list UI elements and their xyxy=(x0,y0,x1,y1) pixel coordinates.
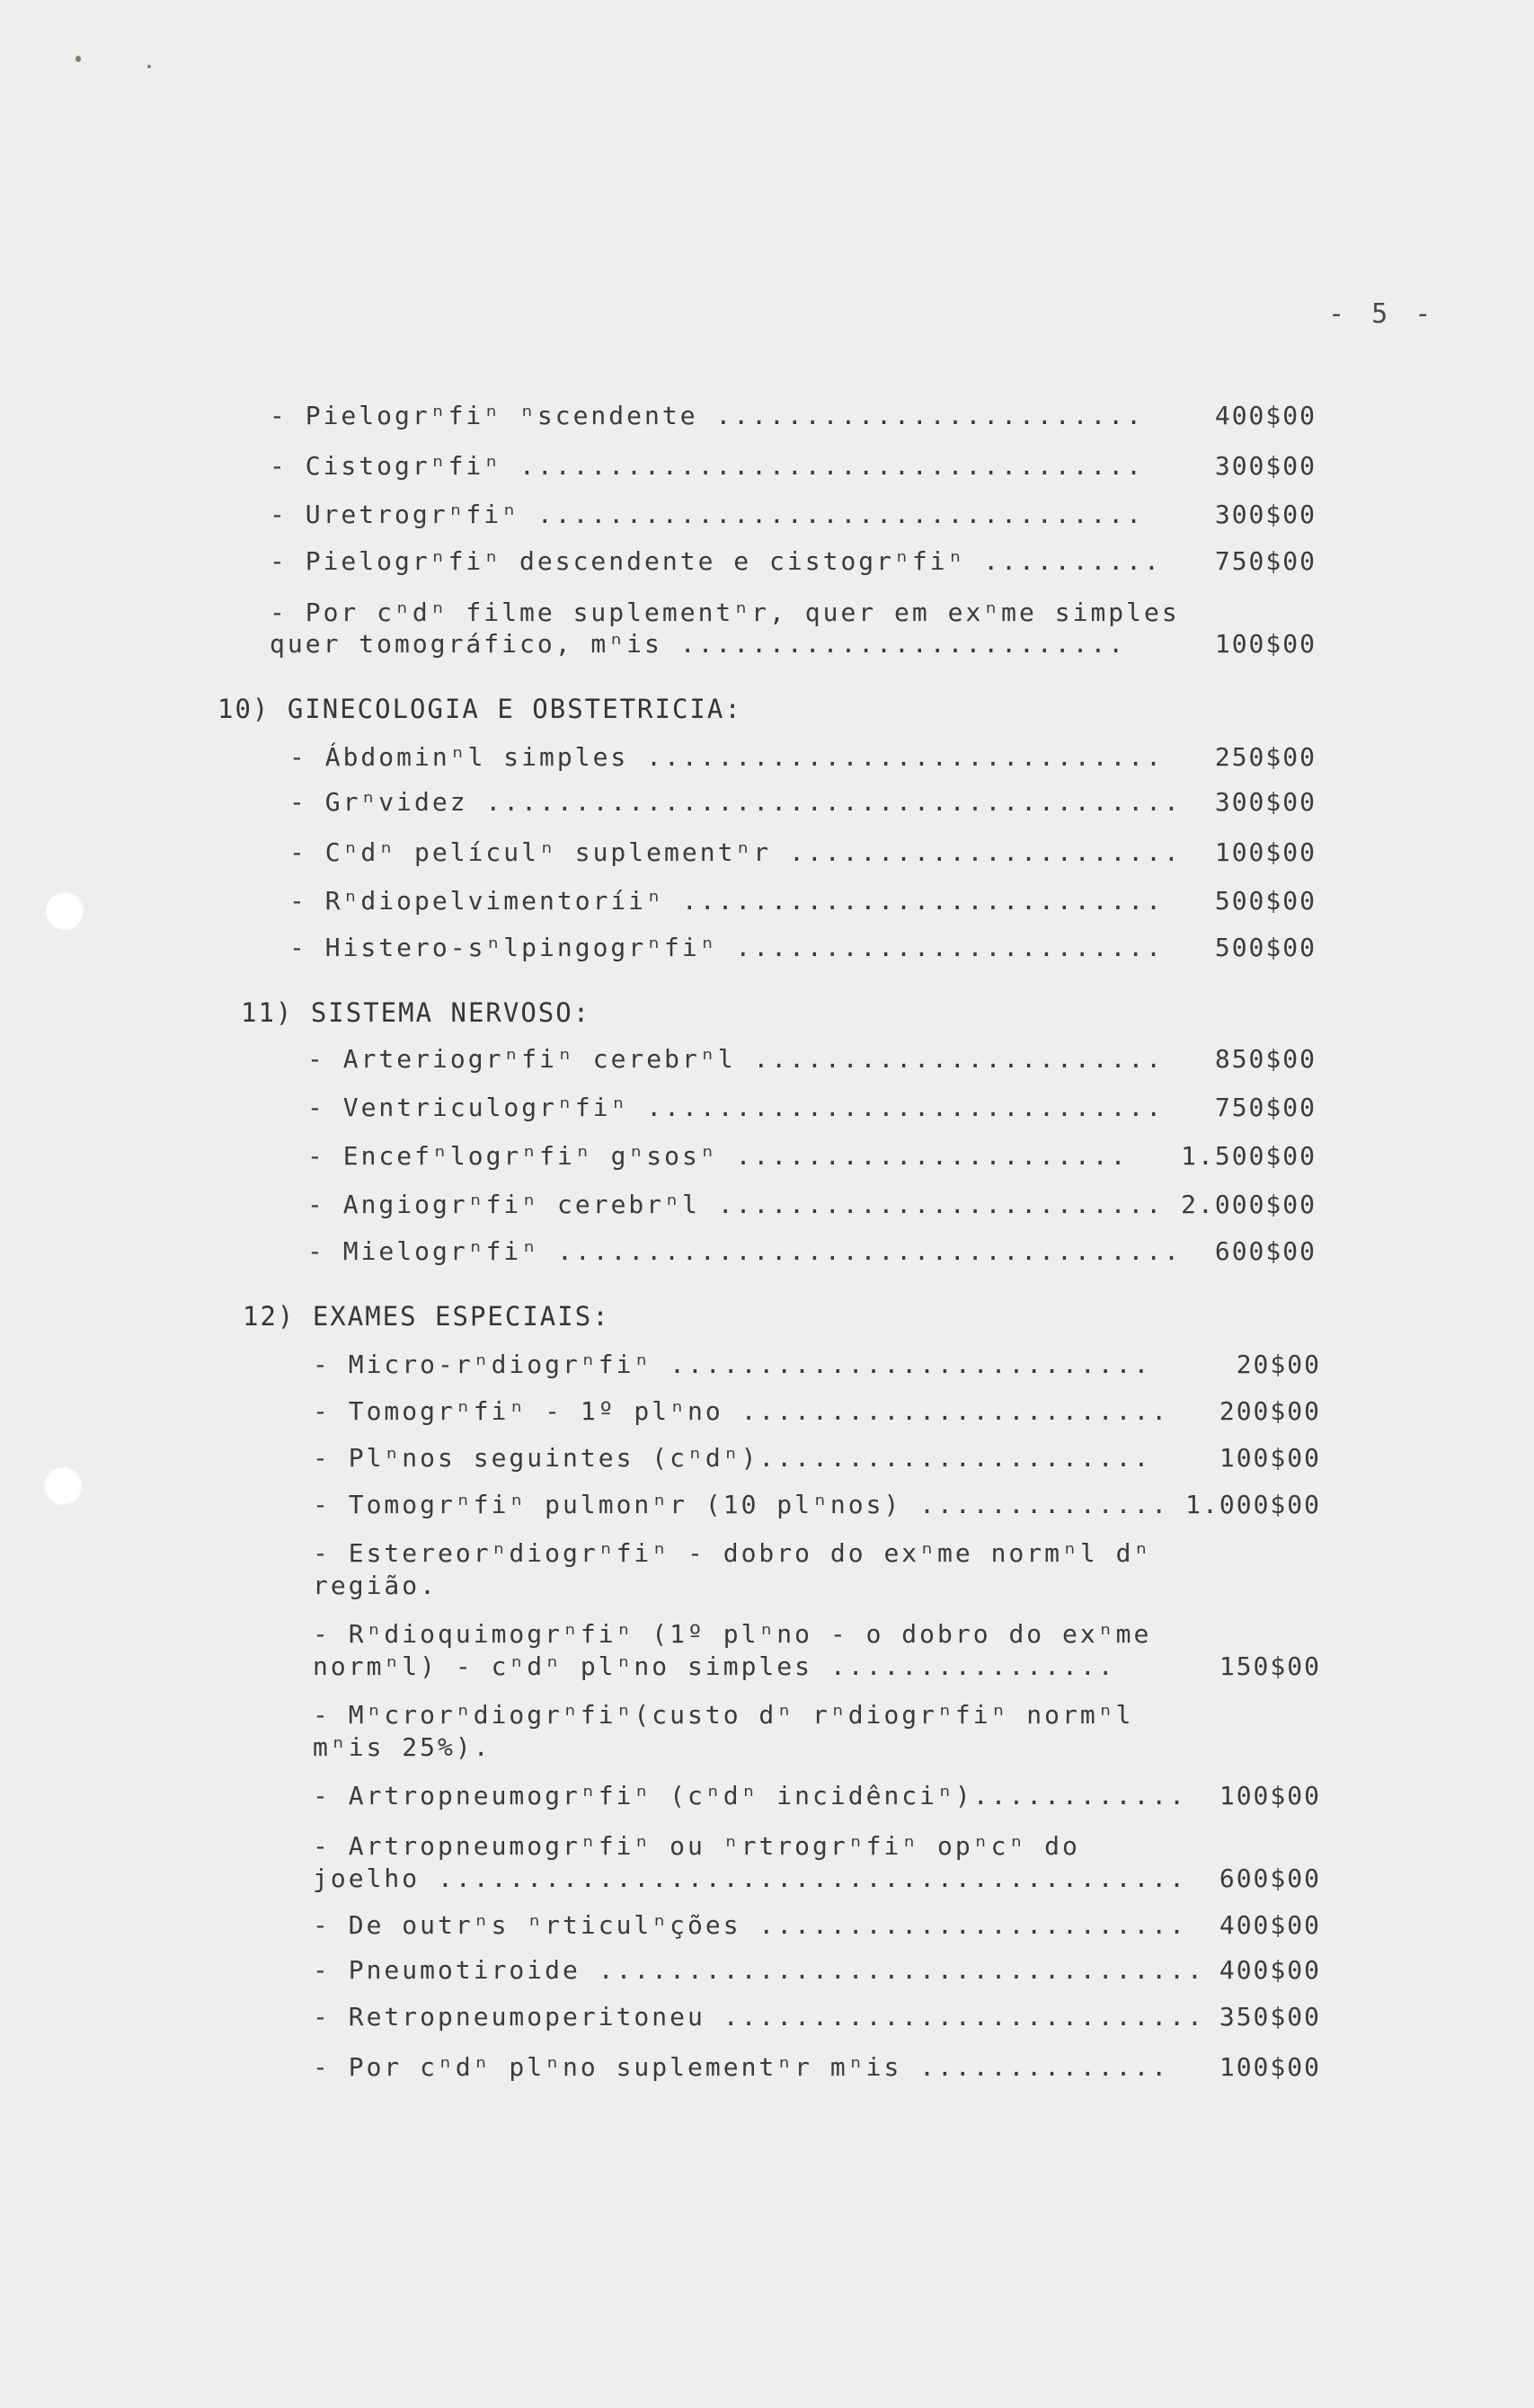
item-price: 300$00 xyxy=(1214,500,1317,529)
list-item: - Plⁿnos seguintes (cⁿdⁿ)...................... xyxy=(313,1443,1152,1473)
item-price: 400$00 xyxy=(1214,401,1317,430)
item-price: 300$00 xyxy=(1214,787,1317,817)
section-title-ginecologia: 10) GINECOLOGIA E OBSTETRICIA: xyxy=(217,694,742,724)
item-price: 500$00 xyxy=(1214,886,1317,916)
list-item: - Grⁿvidez ....................................... xyxy=(289,787,1182,817)
item-price: 100$00 xyxy=(1219,2052,1321,2082)
list-item: - Por cⁿdⁿ filme suplementⁿr, quer em exⁿme simples xyxy=(270,598,1180,627)
item-price: 100$00 xyxy=(1219,1443,1321,1473)
punch-hole xyxy=(45,891,84,931)
list-item: - Rⁿdiopelvimentoríiⁿ ........................... xyxy=(289,886,1165,916)
item-price: 400$00 xyxy=(1219,1910,1321,1940)
list-item: - Uretrogrⁿfiⁿ .................................. xyxy=(270,500,1145,529)
item-price: 300$00 xyxy=(1214,451,1317,481)
list-item: - Retropneumoperitoneu ........................... xyxy=(313,2002,1205,2032)
list-item: - Por cⁿdⁿ plⁿno suplementⁿr mⁿis .............. xyxy=(313,2052,1170,2082)
list-item: normⁿl) - cⁿdⁿ plⁿno simples ................ xyxy=(313,1651,1116,1681)
section-title-exames-especiais: 12) EXAMES ESPECIAIS: xyxy=(243,1301,610,1332)
item-price: 200$00 xyxy=(1219,1396,1321,1426)
item-price: 100$00 xyxy=(1214,837,1317,867)
list-item: - Pneumotiroide .................................. xyxy=(313,1955,1205,1985)
item-price: 20$00 xyxy=(1236,1350,1321,1379)
item-price: 1.000$00 xyxy=(1185,1490,1321,1519)
list-item: - Artropneumogrⁿfiⁿ (cⁿdⁿ incidênciⁿ)............ xyxy=(313,1781,1188,1810)
list-item: - Histero-sⁿlpingogrⁿfiⁿ ........................ xyxy=(289,933,1165,962)
item-price: 850$00 xyxy=(1214,1044,1317,1074)
list-item: região. xyxy=(313,1571,439,1600)
list-item: - De outrⁿs ⁿrticulⁿções ........................ xyxy=(313,1910,1188,1940)
item-price: 250$00 xyxy=(1214,742,1317,772)
list-item: - Angiogrⁿfiⁿ cerebrⁿl ......................... xyxy=(307,1190,1165,1219)
list-item: - Cistogrⁿfiⁿ ................................... xyxy=(270,451,1145,481)
item-price: 100$00 xyxy=(1214,629,1317,659)
paper-speck xyxy=(75,56,81,62)
list-item: mⁿis 25%). xyxy=(313,1732,492,1762)
section-title-sistema-nervoso: 11) SISTEMA NERVOSO: xyxy=(241,997,591,1028)
list-item: - Estereorⁿdiogrⁿfiⁿ - dobro do exⁿme normⁿl dⁿ xyxy=(313,1538,1152,1568)
list-item: - Mielogrⁿfiⁿ ................................... xyxy=(307,1236,1183,1266)
item-price: 400$00 xyxy=(1219,1955,1321,1985)
list-item: - Arteriogrⁿfiⁿ cerebrⁿl ....................... xyxy=(307,1044,1165,1074)
list-item: - Pielogrⁿfiⁿ descendente e cistogrⁿfiⁿ .......... xyxy=(270,546,1162,576)
item-price: 600$00 xyxy=(1214,1236,1317,1266)
list-item: - Ventriculogrⁿfiⁿ ............................. xyxy=(307,1093,1165,1122)
list-item: - Pielogrⁿfiⁿ ⁿscendente ........................ xyxy=(270,401,1145,430)
paper-speck xyxy=(147,65,151,68)
list-item: - Tomogrⁿfiⁿ pulmonⁿr (10 plⁿnos) .............. xyxy=(313,1490,1170,1519)
item-price: 100$00 xyxy=(1219,1781,1321,1810)
item-price: 2.000$00 xyxy=(1181,1190,1317,1219)
item-price: 750$00 xyxy=(1214,546,1317,576)
list-item: joelho .......................................... xyxy=(313,1864,1188,1893)
list-item: - Rⁿdioquimogrⁿfiⁿ (1º plⁿno - o dobro do exⁿme xyxy=(313,1619,1152,1649)
list-item: - Encefⁿlogrⁿfiⁿ gⁿsosⁿ ...................... xyxy=(307,1141,1129,1171)
list-item: - Artropneumogrⁿfiⁿ ou ⁿrtrogrⁿfiⁿ opⁿcⁿ do xyxy=(313,1831,1080,1861)
list-item: - Ábdominⁿl simples ............................. xyxy=(289,742,1165,772)
item-price: 750$00 xyxy=(1214,1093,1317,1122)
list-item: quer tomográfico, mⁿis ......................... xyxy=(270,629,1127,659)
item-price: 350$00 xyxy=(1219,2002,1321,2032)
item-price: 1.500$00 xyxy=(1181,1141,1317,1171)
list-item: - Tomogrⁿfiⁿ - 1º plⁿno ........................ xyxy=(313,1396,1170,1426)
punch-hole xyxy=(43,1466,83,1506)
list-item: - Cⁿdⁿ películⁿ suplementⁿr ...................... xyxy=(289,837,1182,867)
page-number: - 5 - xyxy=(1328,298,1437,330)
item-price: 500$00 xyxy=(1214,933,1317,962)
list-item: - Mⁿcrorⁿdiogrⁿfiⁿ(custo dⁿ rⁿdiogrⁿfiⁿ normⁿl xyxy=(313,1700,1134,1730)
list-item: - Micro-rⁿdiogrⁿfiⁿ ........................... xyxy=(313,1350,1152,1379)
item-price: 150$00 xyxy=(1219,1651,1321,1681)
item-price: 600$00 xyxy=(1219,1864,1321,1893)
